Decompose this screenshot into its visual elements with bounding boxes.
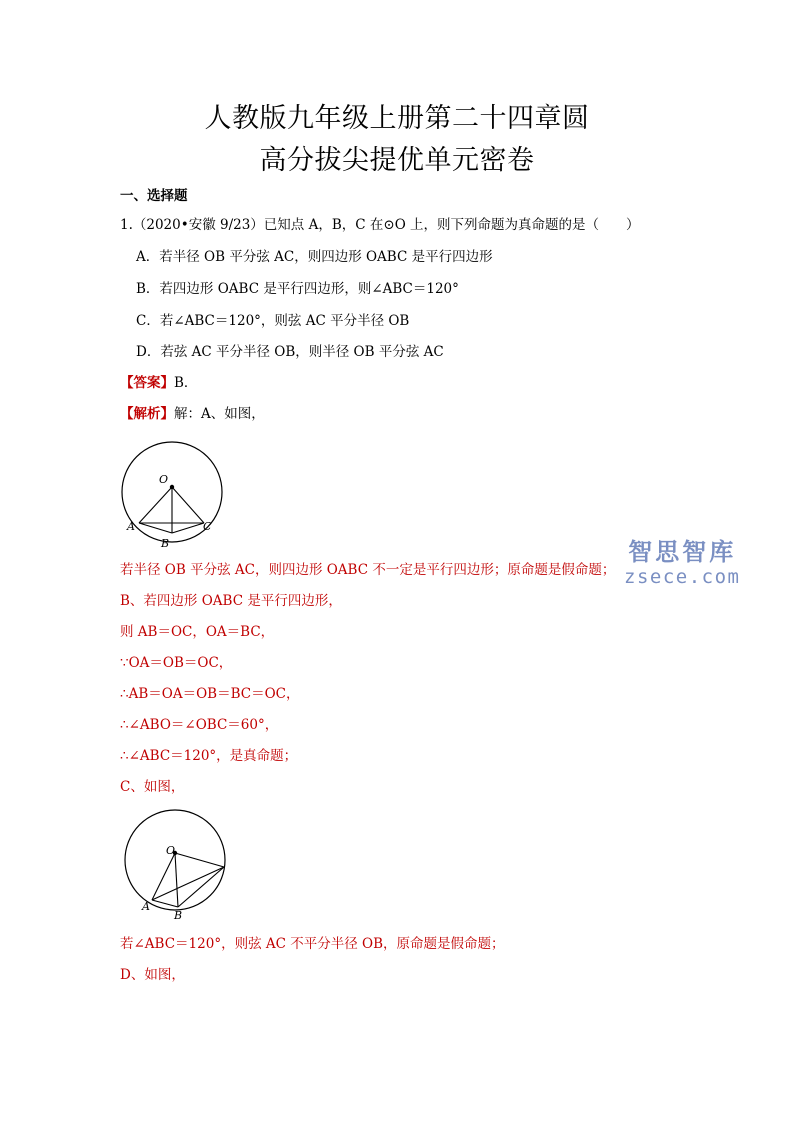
- option-c: C．若∠ABC＝120°，则弦 AC 平分半径 OB: [136, 313, 410, 329]
- analysis-tag: 【解析】: [120, 406, 174, 422]
- figure-1-segment-bc: [172, 523, 204, 533]
- section-heading: 一、选择题: [120, 188, 188, 204]
- answer-text: B．: [174, 375, 198, 391]
- figure-1-circle-diagram: [115, 435, 230, 553]
- option-d: D．若弦 AC 平分半径 OB，则半径 OB 平分弦 AC: [136, 344, 444, 360]
- analysis-intro-line: [120, 404, 265, 424]
- figure-1-label-b: B: [161, 537, 170, 550]
- page-title-line1: 人教版九年级上册第二十四章圆: [204, 103, 590, 134]
- figure-2-label-b: B: [174, 909, 183, 922]
- analysis-line-5: ∴AB＝OA＝OB＝BC＝OC，: [120, 686, 300, 702]
- watermark-name: 智思智库: [628, 537, 737, 566]
- option-b: B．若四边形 OABC 是平行四边形，则∠ABC＝120°: [136, 281, 459, 297]
- analysis-intro: 解：A、如图，: [174, 406, 265, 422]
- figure-2-circle-diagram: [118, 807, 233, 925]
- answer-tag: 【答案】: [120, 375, 174, 391]
- question-stem: 1.（2020•安徽 9/23）已知点 A，B，C 在⊙O 上，则下列命题为真命题的是（ ）: [120, 217, 640, 233]
- figure-1-label-a: A: [127, 520, 135, 533]
- watermark: [624, 538, 740, 588]
- analysis-line-3: 则 AB＝OC，OA＝BC，: [120, 624, 275, 640]
- analysis-line-1: 若半径 OB 平分弦 AC，则四边形 OABC 不一定是平行四边形；原命题是假命题；: [120, 562, 616, 578]
- analysis-line-7: ∴∠ABC＝120°，是真命题；: [120, 748, 298, 764]
- figure-2-label-o: O: [166, 844, 176, 857]
- figure-2-segment-ob: [175, 853, 178, 907]
- figure-2-segment-oa: [152, 853, 175, 900]
- figure-2-label-a: A: [142, 900, 150, 913]
- figure-2-segment-ac: [152, 867, 224, 900]
- analysis-line-6: ∴∠ABO＝∠OBC＝60°，: [120, 717, 279, 733]
- answer-line: [120, 373, 197, 393]
- figure-1-segment-ab: [139, 523, 172, 533]
- figure-1-label-o: O: [159, 473, 169, 486]
- analysis-line-9: 若∠ABC＝120°，则弦 AC 不平分半径 OB，原命题是假命题；: [120, 936, 505, 952]
- option-a: A．若半径 OB 平分弦 AC，则四边形 OABC 是平行四边形: [136, 249, 493, 265]
- analysis-line-10: D、如图，: [120, 967, 185, 983]
- figure-1-center-dot: [170, 485, 174, 489]
- analysis-line-8: C、如图，: [120, 779, 185, 795]
- figure-1-segment-oa: [139, 487, 172, 523]
- figure-2-segment-oc: [175, 853, 224, 867]
- page-title-line2: 高分拔尖提优单元密卷: [259, 145, 535, 176]
- analysis-line-2: B、若四边形 OABC 是平行四边形，: [120, 593, 342, 609]
- watermark-site: zsece.com: [624, 566, 741, 588]
- figure-1-label-c: C: [203, 520, 212, 533]
- analysis-line-4: ∵OA＝OB＝OC，: [120, 655, 233, 671]
- figure-1-segment-oc: [172, 487, 204, 523]
